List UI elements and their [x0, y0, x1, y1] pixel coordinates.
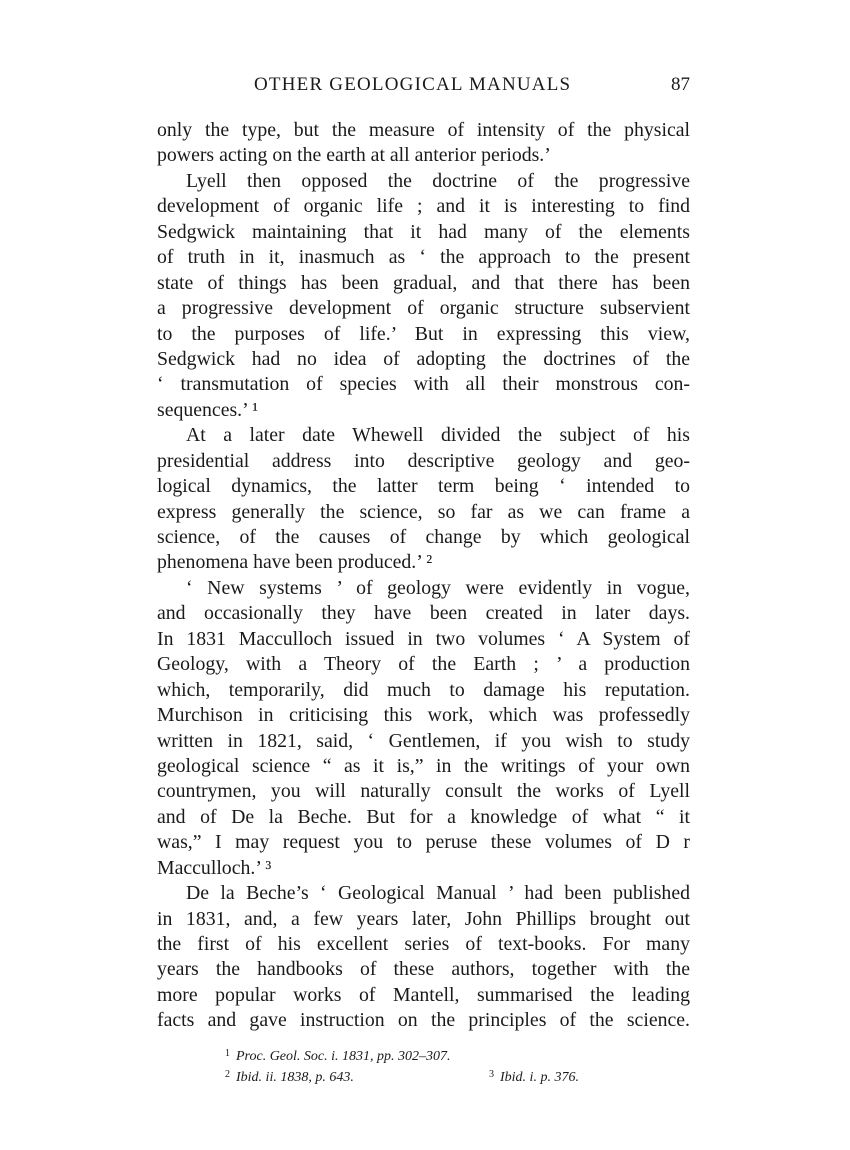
text-line: Geology, with a Theory of the Earth ; ’ a production — [157, 653, 690, 676]
running-head — [157, 74, 690, 102]
text-line: in 1831, and, a few years later, John Phillips brought out — [157, 907, 690, 930]
page-number: 87 — [671, 74, 690, 95]
text-line: written in 1821, said, ‘ Gentlemen, if you wish to study — [157, 729, 690, 752]
text-line: logical dynamics, the latter term being ‘ intended to — [157, 475, 690, 498]
text-line: to the purposes of life.’ But in expressing this view, — [157, 322, 690, 345]
text-line: of truth in it, inasmuch as ‘ the approach to the present — [157, 246, 690, 269]
text-line: countrymen, you will naturally consult the works of Lyell — [157, 780, 690, 803]
footnote-text: Ibid. i. p. 376. — [500, 1070, 579, 1085]
footnote-number: 2 — [225, 1069, 230, 1080]
text-line: the first of his excellent series of text-books. For many — [157, 933, 690, 955]
text-line: Sedgwick maintaining that it had many of the elements — [157, 220, 690, 243]
footnote-text: Ibid. ii. 1838, p. 643. — [236, 1070, 354, 1085]
text-line: express generally the science, so far as we can frame a — [157, 500, 690, 523]
text-line: presidential address into descriptive geology and geo- — [157, 449, 690, 472]
text-line: ‘ transmutation of species with all their monstrous con- — [157, 373, 690, 396]
text-line: Sedgwick had no idea of adopting the doctrines of the — [157, 347, 690, 370]
footnote-line — [225, 1064, 665, 1085]
text-line: science, of the causes of change by which geological — [157, 526, 690, 548]
footnote-text: Proc. Geol. Soc. i. 1831, pp. 302–307. — [236, 1049, 451, 1064]
text-line: In 1831 Macculloch issued in two volumes ‘ A System of — [157, 627, 690, 650]
text-line: facts and gave instruction on the principles of the science. — [157, 1009, 690, 1032]
text-line: development of organic life ; and it is interesting to find — [157, 195, 690, 218]
text-line: and occasionally they have been created in later days. — [157, 602, 690, 625]
footnote-2 — [225, 1064, 354, 1088]
footnotes — [225, 1043, 665, 1085]
text-line: more popular works of Mantell, summarised the leading — [157, 983, 690, 1006]
text-line: phenomena have been produced.’ ² — [157, 551, 433, 574]
text-line: which, temporarily, did much to damage his reputation. — [157, 678, 690, 701]
text-line: geological science “ as it is,” in the writings of your own — [157, 754, 690, 777]
text-line: years the handbooks of these authors, together with the — [157, 958, 690, 981]
text-line: At a later date Whewell divided the subject of his — [186, 424, 690, 447]
text-line: sequences.’ ¹ — [157, 398, 259, 421]
footnote-3 — [489, 1064, 579, 1088]
footnote-number: 3 — [489, 1069, 494, 1080]
text-line: was,” I may request you to peruse these volumes of D r — [157, 831, 690, 854]
text-line: De la Beche’s ‘ Geological Manual ’ had been published — [186, 882, 690, 905]
footnote-line — [225, 1043, 665, 1064]
text-line: and of De la Beche. But for a knowledge of what “ it — [157, 805, 690, 828]
text-line: state of things has been gradual, and that there has been — [157, 271, 690, 294]
text-line: only the type, but the measure of intensity of the physical — [157, 119, 690, 141]
footnote-number: 1 — [225, 1048, 230, 1059]
text-line: a progressive development of organic structure subservient — [157, 297, 690, 320]
text-line: Macculloch.’ ³ — [157, 856, 272, 879]
text-line: Murchison in criticising this work, which was professedly — [157, 704, 690, 727]
text-line: ‘ New systems ’ of geology were evidently in vogue, — [186, 576, 690, 599]
text-line: Lyell then opposed the doctrine of the progressive — [186, 169, 690, 192]
body-text — [157, 118, 690, 1034]
text-line: powers acting on the earth at all anterior periods.’ — [157, 144, 551, 167]
running-title: OTHER GEOLOGICAL MANUALS — [254, 74, 572, 95]
